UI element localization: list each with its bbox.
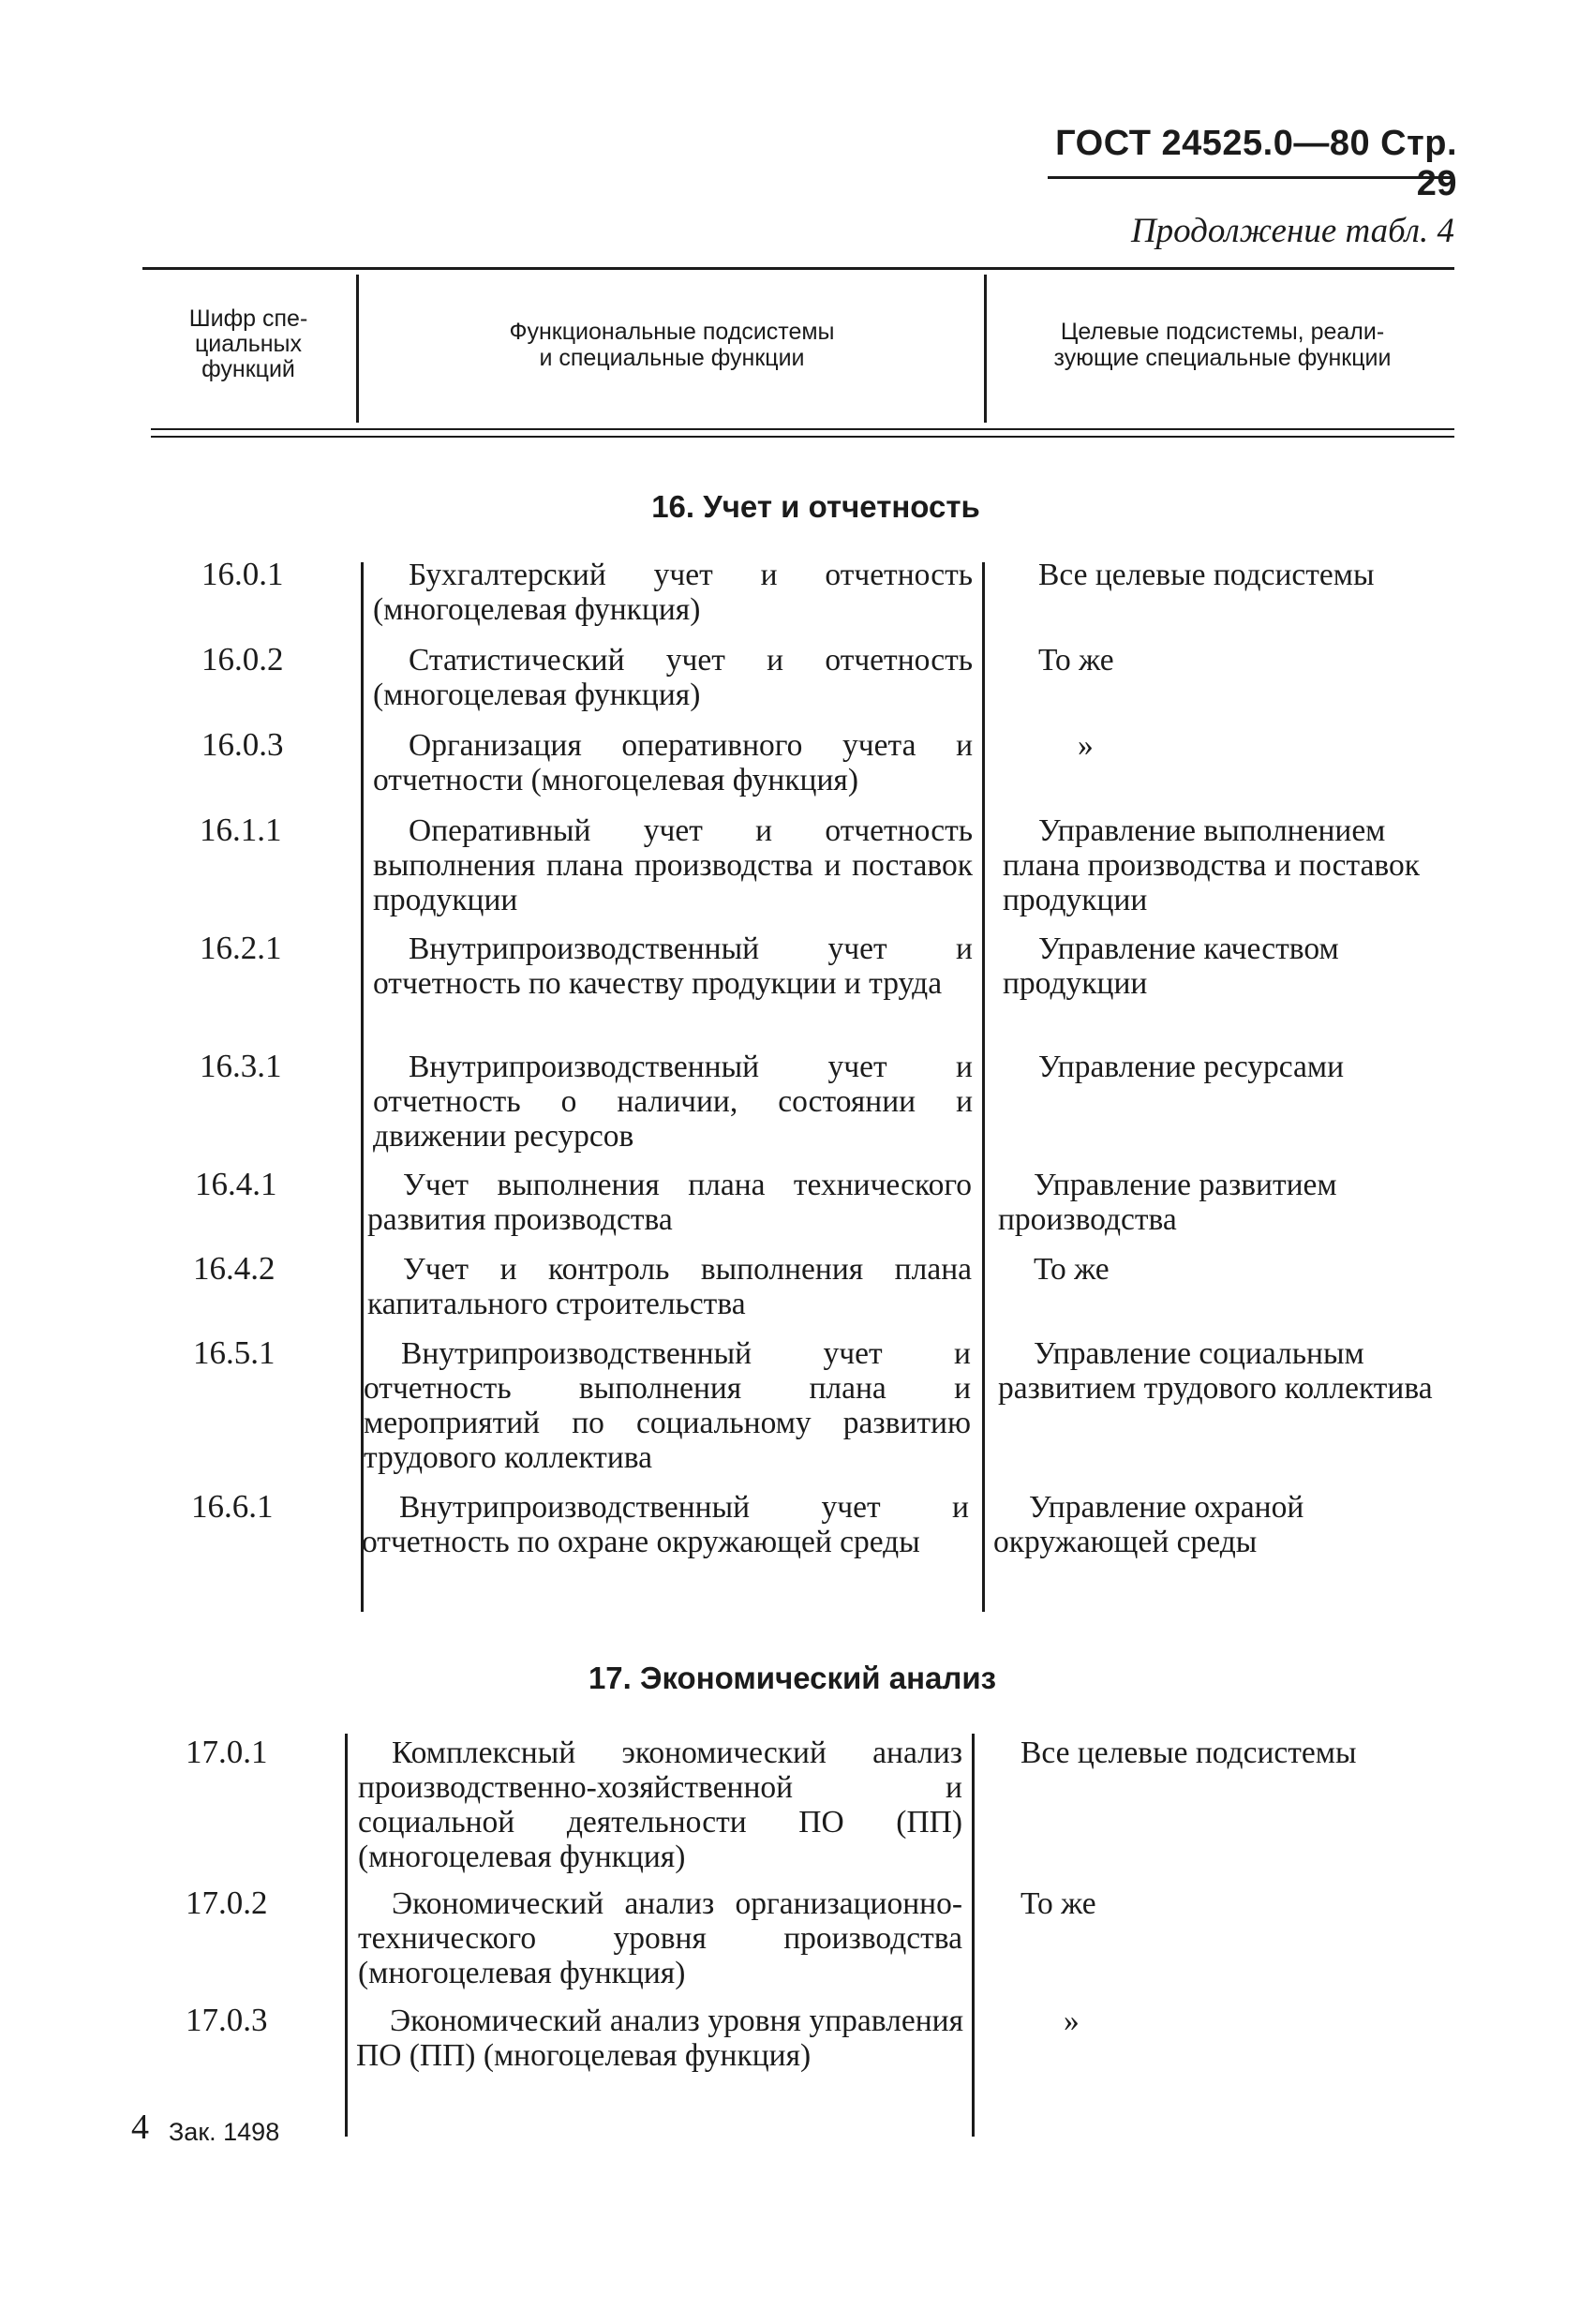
table-continuation-label: Продолжение табл. 4 [1130,212,1454,250]
target-subsystem: Управление ресурсами [1038,1050,1345,1084]
header-rule [1048,176,1453,179]
function-code: 16.0.3 [201,726,284,763]
table-header-bottom-rule [151,436,1454,438]
function-name: Внутрипроизводственный учет и отчетность по качеству продукции и труда [373,931,973,1001]
function-code: 16.0.2 [201,641,284,678]
table-header-divider [356,275,359,423]
function-name: Бухгалтерский учет и отчетность (многоцелевая функция) [373,558,973,627]
table-header-top-rule [142,267,1454,270]
function-code: 17.0.1 [186,1734,268,1770]
column-header-function: Функциональные подсистемы и специальные функции [509,319,835,371]
target-subsystem: » [1078,728,1094,763]
page-header: ГОСТ 24525.0—80 Стр. 29 [1055,124,1457,203]
target-subsystem: То же [1038,643,1114,678]
target-subsystem: Управление охраной окружающей среды [993,1490,1304,1559]
function-name: Организация оперативного учета и отчетности (многоцелевая функция) [373,728,973,797]
table-header-divider [984,275,987,423]
function-code: 16.6.1 [191,1488,274,1525]
column-header-code: Шифр спе- циальных функций [188,305,308,382]
function-code: 16.3.1 [200,1048,282,1084]
function-name: Учет и контроль выполнения плана капитального строительства [367,1252,972,1321]
function-code: 17.0.3 [186,2002,268,2038]
section-title: 17. Экономический анализ [588,1661,997,1695]
function-code: 17.0.2 [186,1885,268,1921]
column-divider [345,1734,348,2137]
function-name: Внутрипроизводственный учет и отчетность выполнения плана и мероприятий по социальному развитию трудового коллектива [364,1336,971,1475]
target-subsystem: Управление социальным развитием трудового коллектива [998,1336,1433,1406]
target-subsystem: Управление развитием производства [998,1168,1337,1237]
function-code: 16.1.1 [200,812,282,848]
function-name: Комплексный экономический анализ производственно-хозяйственной и социальной деятельности ПО (ПП) (многоцелевая функция) [358,1736,962,1874]
function-name: Статистический учет и отчетность (многоцелевая функция) [373,643,973,712]
table-header-bottom-rule [151,428,1454,430]
target-subsystem: То же [1034,1252,1110,1287]
function-code: 16.4.2 [193,1250,276,1287]
target-subsystem: Все целевые подсистемы [1020,1736,1357,1770]
function-code: 16.5.1 [193,1334,276,1371]
function-name: Внутрипроизводственный учет и отчетность о наличии, состоянии и движении ресурсов [373,1050,973,1154]
function-name: Учет выполнения плана технического развития производства [367,1168,972,1237]
function-name: Оперативный учет и отчетность выполнения плана производства и поставок продукции [373,813,973,917]
page-number: 4 [131,2108,149,2147]
function-name: Внутрипроизводственный учет и отчетность по охране окружающей среды [362,1490,969,1559]
target-subsystem: То же [1020,1886,1096,1921]
target-subsystem: Все целевые подсистемы [1038,558,1375,592]
order-number: Зак. 1498 [169,2118,280,2146]
function-name: Экономический анализ уровня управления ПО (ПП) (многоцелевая функция) [356,2004,963,2073]
function-code: 16.2.1 [200,930,282,966]
table-header [142,267,1454,440]
target-subsystem: Управление качеством продукции [1003,931,1339,1001]
column-divider [972,1734,975,2137]
section-title: 16. Учет и отчетность [651,489,980,524]
function-name: Экономический анализ организационно-технического уровня производства (многоцелевая функция) [358,1886,962,1990]
target-subsystem: Управление выполнением плана производства и поставок продукции [1003,813,1421,917]
target-subsystem: » [1064,2004,1080,2038]
column-header-target: Целевые подсистемы, реали- зующие специальные функции [1053,319,1392,371]
function-code: 16.4.1 [195,1166,277,1202]
function-code: 16.0.1 [201,556,284,592]
column-divider [982,562,985,1612]
